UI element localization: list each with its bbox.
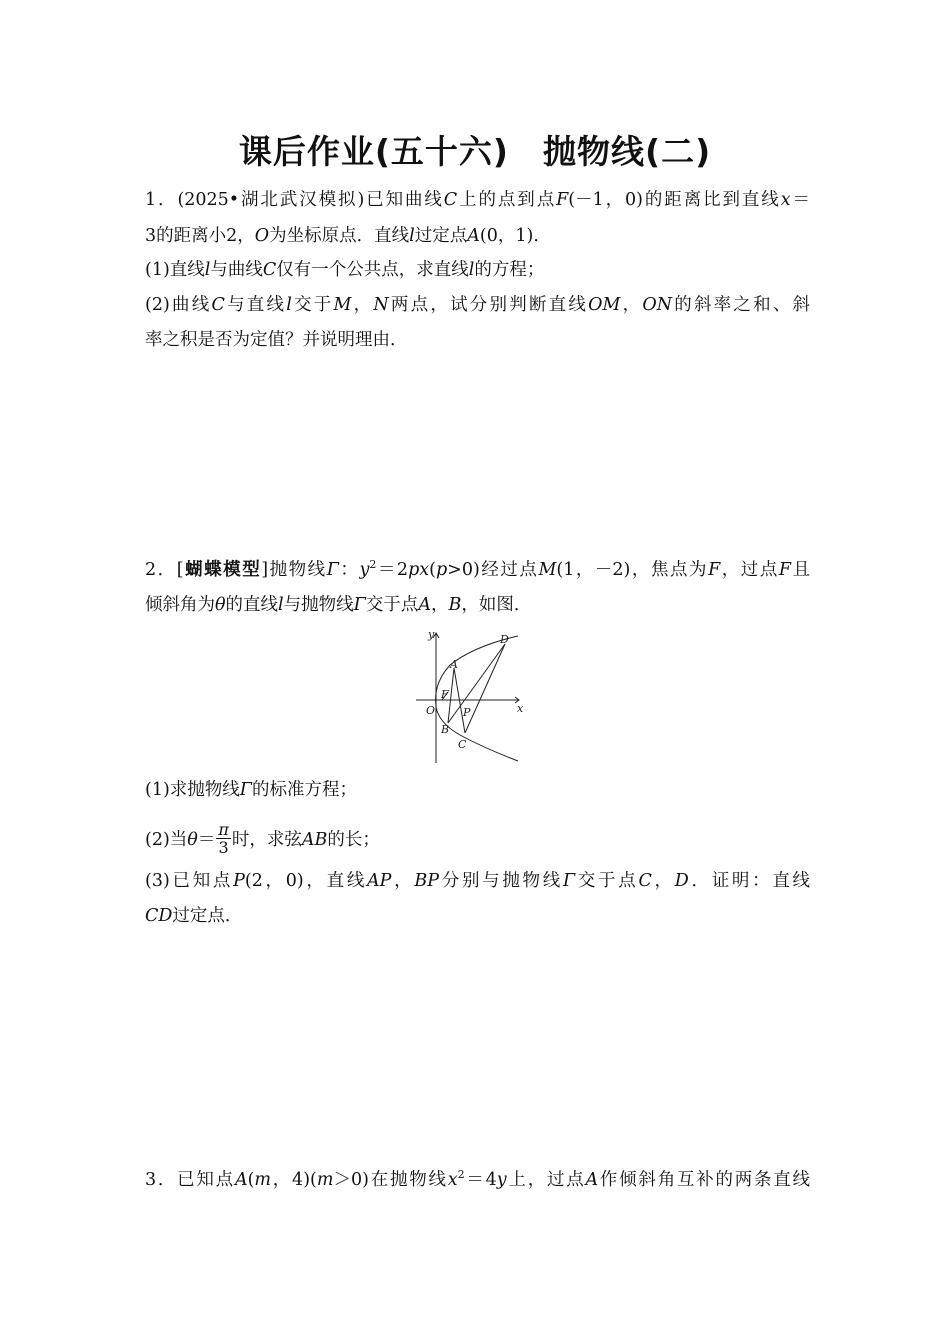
label-point-b: B	[441, 723, 450, 736]
problem-1-part-2-cont: 率之积是否为定值？并说明理由．	[145, 330, 408, 350]
chord-ab	[448, 668, 454, 723]
fraction-denominator: 3	[218, 838, 229, 857]
label-point-a: A	[450, 658, 458, 671]
chord-cd	[465, 644, 505, 733]
problem-2-part-1: (1)求抛物线Γ的标准方程；	[145, 780, 357, 800]
label-point-f: F	[441, 688, 449, 701]
problem-2-part-3-cont: CD过定点．	[145, 906, 243, 926]
problem-1-part-1: (1)直线l与曲线C仅有一个公共点，求直线l的方程；	[145, 260, 545, 280]
problem-2-line-2: 倾斜角为θ的直线l与抛物线Γ交于点A，B，如图．	[145, 595, 532, 615]
page-title: 课后作业(五十六) 抛物线(二)	[238, 132, 712, 171]
problem-1-line-2: 3的距离小2，O为坐标原点．直线l过定点A(0，1)．	[145, 226, 551, 246]
problem-1-part-2: (2)曲线C与直线l交于M，N两点，试分别判断直线OM，ON的斜率之和、斜	[145, 295, 811, 315]
problem-2-part-3: (3)已知点P(2，0)，直线AP，BP分别与抛物线Γ交于点C，D．证明：直线	[145, 871, 811, 891]
problem-2-line-1: 2．[蝴蝶模型]抛物线Γ：$y^2=2px(p>0)$经过点M(1，－2)，焦点为F，过点F且	[145, 558, 811, 580]
label-origin: O	[426, 704, 436, 717]
fraction-pi-over-3	[216, 821, 231, 856]
problem-1-line-1: 1．(2025•湖北武汉模拟)已知曲线C上的点到点F(－1，0)的距离比到直线x＝	[145, 190, 810, 210]
parabola-figure	[412, 628, 527, 766]
label-point-p: P	[463, 706, 471, 719]
problem-2-tag: 蝴蝶模型	[183, 560, 262, 580]
problem-2-part-2: (2)当θ＝ $\frac{\pi}{3}$ 时，求弦AB的长；	[145, 820, 380, 857]
label-y-axis: y	[428, 628, 435, 641]
label-point-c: C	[458, 738, 467, 751]
label-point-d: D	[500, 633, 509, 646]
label-x-axis: x	[517, 702, 524, 715]
problem-3-line-1: 3．已知点A(m，4)(m＞0)在抛物线$x^2=4y$上，过点A作倾斜角互补的两条直线	[145, 1168, 811, 1190]
fraction-numerator: π	[218, 820, 229, 839]
